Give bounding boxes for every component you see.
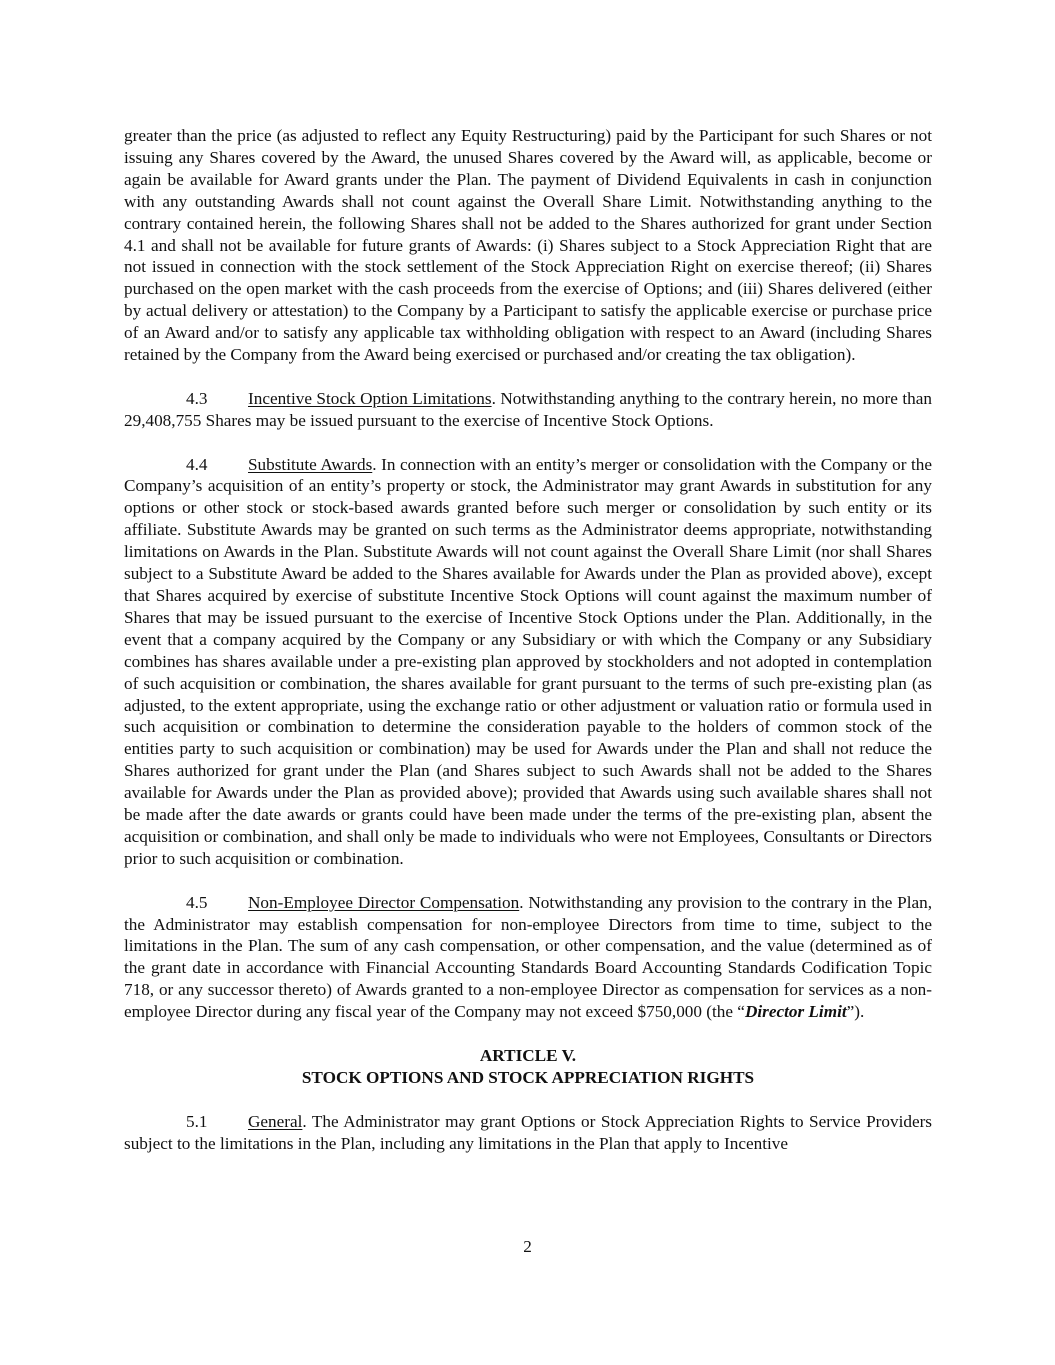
section-heading: General (248, 1111, 303, 1131)
section-heading: Substitute Awards (248, 454, 373, 474)
section-4-5 (124, 892, 932, 1023)
page-number: 2 (523, 1237, 532, 1256)
section-number: 4.3 (186, 388, 208, 408)
continuation-paragraph: greater than the price (as adjusted to reflect any Equity Restructuring) paid by the Participant for such Shares or not issuing any Shares covered by the Award, the unused Shares covered by the Award will, as applicable, become or again be available for Award grants under the Plan. The payment of Dividend Equivalents in cash in conjunction with any outstanding Awards shall not count against the Overall Share Limit. Notwithstanding anything to the contrary contained herein, the following Shares shall not be added to the Shares authorized for grant under Section 4.1 and shall not be available for future grants of Awards: (i) Shares subject to a Stock Appreciation Right that are not issued in connection with the stock settlement of the Stock Appreciation Right on exercise thereof; (ii) Shares purchased on the open market with the cash proceeds from the exercise of Options; and (iii) Shares delivered (either by actual delivery or attestation) to the Company by a Participant to satisfy the applicable exercise or purchase price of an Award and/or to satisfy any applicable tax withholding obligation with respect to an Award (including Shares retained by the Company from the Award being exercised or purchased and/or creating the tax obligation). (124, 126, 932, 365)
section-heading: Non-Employee Director Compensation (248, 892, 520, 912)
article-heading (124, 1045, 932, 1089)
section-heading: Incentive Stock Option Limitations (248, 388, 492, 408)
section-5-1 (124, 1111, 932, 1155)
document-page (124, 125, 932, 1155)
section-number: 5.1 (186, 1111, 208, 1131)
article-number: ARTICLE V. (479, 1046, 577, 1065)
section-number: 4.4 (186, 454, 208, 474)
section-body: . In connection with an entity’s merger or consolidation with the Company or the Company’s acquisition of an entity’s property or stock, the Administrator may grant Awards in substitution for any options or other stock or stock-based awards granted before such merger or consolidation by such entity or its affiliate. Substitute Awards may be granted on such terms as the Administrator deems appropriate, notwithstanding limitations on Awards in the Plan. Substitute Awards will not count against the Overall Share Limit (nor shall Shares subject to a Substitute Award be added to the Shares available for Awards under the Plan as provided above), except that Shares acquired by exercise of substitute Incentive Stock Options will count against the maximum number of Shares that may be issued pursuant to the exercise of Incentive Stock Options under the Plan. Additionally, in the event that a company acquired by the Company or any Subsidiary or with which the Company or any Subsidiary combines has shares available under a pre-existing plan approved by stockholders and not adopted in contemplation of such acquisition or combination, the shares available for grant pursuant to the terms of such pre-existing plan (as adjusted, to the extent appropriate, using the exchange ratio or other adjustment or valuation ratio or formula used in such acquisition or combination to determine the consideration payable to the holders of common stock of the entities party to such acquisition or combination) may be used for Awards under the Plan and shall not reduce the Shares authorized for grant under the Plan (and Shares subject to such Awards shall not be added to the Shares available for Awards under the Plan as provided above); provided that Awards using such available shares shall not be made after the date awards or grants could have been made under the terms of the pre-existing plan, absent the acquisition or combination, and shall only be made to individuals who were not Employees, Consultants or Directors prior to such acquisition or combination. (124, 454, 932, 868)
defined-term: Director Limit (744, 1002, 847, 1022)
section-4-4 (124, 454, 932, 870)
section-body: . Notwithstanding any provision to the contrary in the Plan, the Administrator may establish compensation for non-employee Directors from time to time, subject to the limitations in the Plan. The sum of any cash compensation, or other compensation, and the value (determined as of the grant date in accordance with Financial Accounting Standards Board Accounting Standards Codification Topic 718, or any successor thereto) of Awards granted to a non-employee Director as compensation for services as a non-employee Director during any fiscal year of the Company may not exceed $750,000 (the “ (124, 892, 932, 1022)
section-number: 4.5 (186, 892, 208, 912)
section-4-3 (124, 388, 932, 432)
section-body: . The Administrator may grant Options or Stock Appreciation Rights to Service Providers subject to the limitations in the Plan, including any limitations in the Plan that apply to Incentive (124, 1111, 932, 1153)
section-body: . Notwithstanding anything to the contrary herein, no more than 29,408,755 Shares may be issued pursuant to the exercise of Incentive Stock Options. (124, 388, 932, 430)
article-title: STOCK OPTIONS AND STOCK APPRECIATION RIGHTS (301, 1067, 755, 1087)
section-closing: ”). (846, 1002, 865, 1022)
